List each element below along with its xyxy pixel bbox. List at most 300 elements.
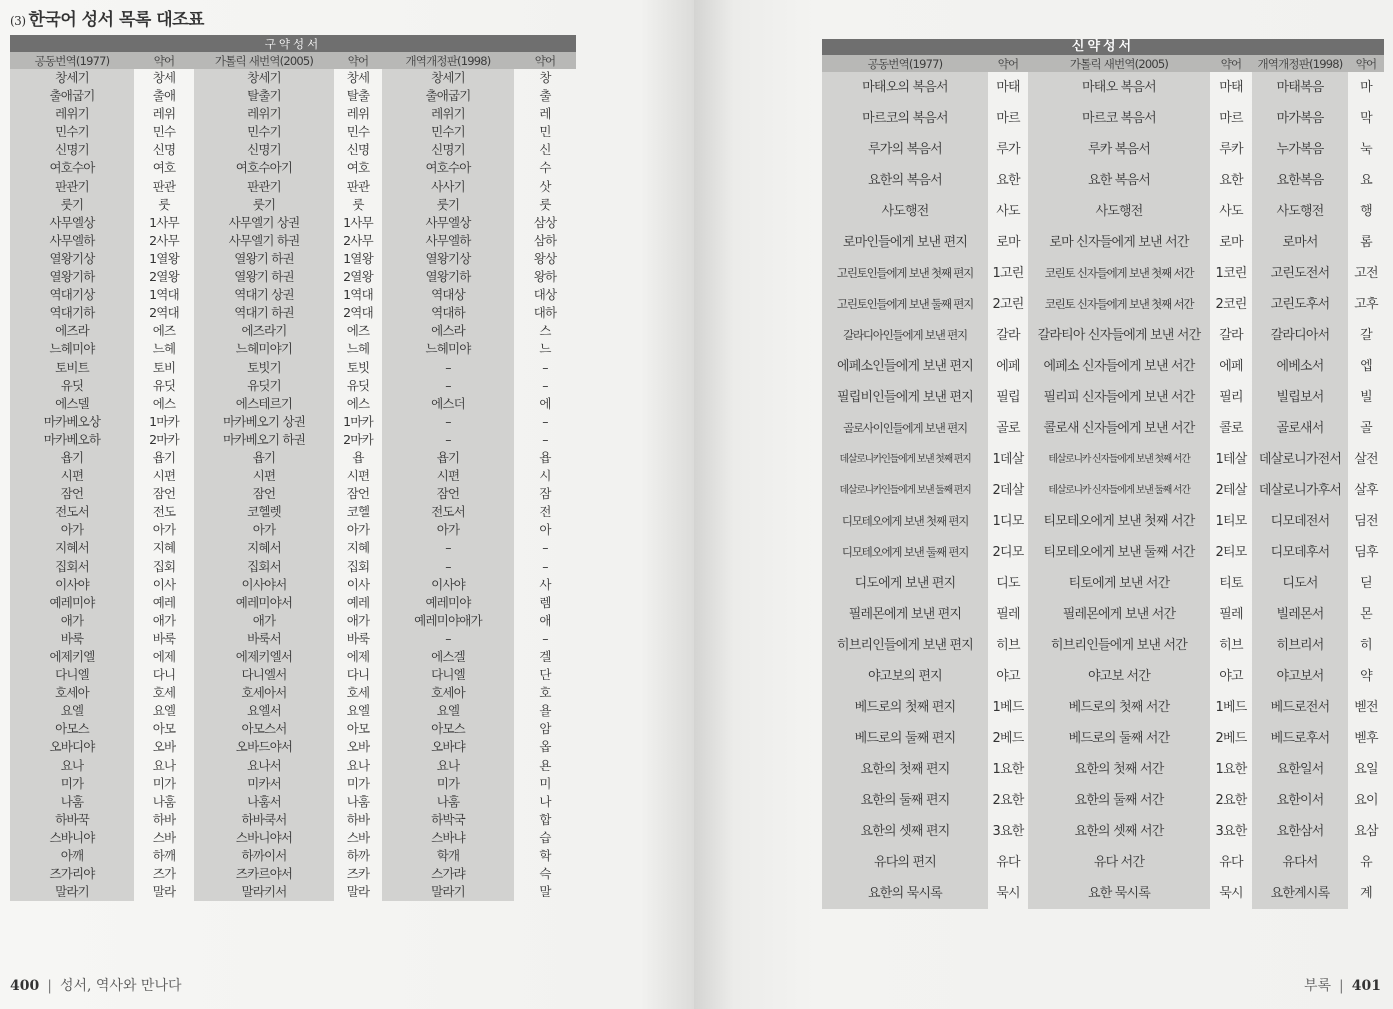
new-testament-row <box>822 475 1384 506</box>
old-testament-row <box>10 431 576 449</box>
book-name-cell: 애가 <box>194 612 334 630</box>
book-name-cell: 야고보서 <box>1252 661 1348 692</box>
book-name-cell: 누가복음 <box>1252 134 1348 165</box>
book-name-cell: 이사야 <box>382 576 514 594</box>
abbreviation-cell: 출 <box>539 88 551 104</box>
abbreviation-cell: 전도 <box>152 504 176 520</box>
old-testament-row <box>10 214 576 232</box>
book-name-cell: 로마 신자들에게 보낸 서간 <box>1028 227 1210 258</box>
new-testament-row <box>822 382 1384 413</box>
book-name-cell: 로마인들에게 보낸 편지 <box>822 227 988 258</box>
abbreviation-cell: 마르 <box>996 111 1020 126</box>
old-testament-row <box>10 883 576 901</box>
abbreviation-cell: 레 <box>539 106 551 122</box>
abbreviation-cell: – <box>542 359 548 375</box>
abbreviation-cell: 막 <box>1360 111 1372 126</box>
book-name-cell: 바룩 <box>10 630 134 648</box>
book-name-cell: 마카베오상 <box>10 413 134 431</box>
abbreviation-cell: 판관 <box>152 178 176 194</box>
abbreviation-cell: 1테살 <box>1215 452 1247 467</box>
old-testament-row <box>10 594 576 612</box>
old-testament-row <box>10 377 576 395</box>
book-name-cell: 스가랴 <box>382 865 514 883</box>
old-testament-row <box>10 250 576 268</box>
old-testament-row <box>10 232 576 250</box>
old-testament-row <box>10 865 576 883</box>
book-name-cell: 미가 <box>10 775 134 793</box>
abbreviation-cell: 하깨 <box>152 848 176 864</box>
book-name-cell: 역대상 <box>382 286 514 304</box>
new-testament-row <box>822 723 1384 754</box>
abbreviation-cell: 야고 <box>996 669 1020 684</box>
book-name-cell: 요한의 묵시록 <box>822 878 988 909</box>
book-name-cell: 티모테오에게 보낸 둘째 서간 <box>1028 537 1210 568</box>
abbreviation-cell: 하바 <box>346 811 370 827</box>
abbreviation-cell: 토비 <box>152 359 176 375</box>
abbreviation-cell: 요나 <box>346 757 370 773</box>
new-testament-row <box>822 754 1384 785</box>
book-name-cell: 신명기 <box>382 141 514 159</box>
book-name-cell: 테살로니카 신자들에게 보낸 둘째 서간 <box>1028 475 1210 506</box>
abbreviation-cell: 행 <box>1360 204 1372 219</box>
abbreviation-cell: 2티모 <box>1215 545 1247 560</box>
book-name-cell: 열왕기 하권 <box>194 268 334 286</box>
book-name-cell: 말라기 <box>382 883 514 901</box>
column-header: 가톨릭 새번역(2005) <box>1028 55 1210 72</box>
book-name-cell: 고린토인들에게 보낸 둘째 편지 <box>822 289 988 320</box>
abbreviation-cell: 창세 <box>346 70 370 85</box>
abbreviation-cell: 로마 <box>996 235 1020 250</box>
old-testament-row <box>10 196 576 214</box>
abbreviation-cell: – <box>542 630 548 646</box>
abbreviation-cell: 1마카 <box>343 413 373 429</box>
abbreviation-cell: 2베드 <box>1215 731 1247 746</box>
abbreviation-cell: 에즈 <box>152 323 176 339</box>
old-testament-row <box>10 485 576 503</box>
old-testament-row <box>10 395 576 413</box>
book-name-cell: 사무엘기 상권 <box>194 214 334 232</box>
abbreviation-cell: 2데살 <box>992 483 1024 498</box>
abbreviation-cell: – <box>542 558 548 574</box>
abbreviation-cell: 느헤 <box>346 341 370 357</box>
abbreviation-cell: 사도 <box>1219 204 1243 219</box>
abbreviation-cell: 예레 <box>346 594 370 610</box>
abbreviation-cell: 유다 <box>1219 855 1243 870</box>
abbreviation-cell: 대상 <box>533 287 557 303</box>
book-name-cell: 다니엘 <box>382 666 514 684</box>
book-name-cell: 느헤미야 <box>10 340 134 358</box>
book-name-cell: 사무엘상 <box>10 214 134 232</box>
book-name-cell: 열왕기 하권 <box>194 250 334 268</box>
new-testament-row <box>822 103 1384 134</box>
book-name-cell: 히브리인들에게 보낸 편지 <box>822 630 988 661</box>
book-name-cell: 요엘 <box>10 702 134 720</box>
book-name-cell: 시편 <box>194 467 334 485</box>
book-name-cell: 요엘서 <box>194 702 334 720</box>
book-name-cell: 요한의 첫째 편지 <box>822 754 988 785</box>
abbreviation-cell: 오바 <box>152 739 176 755</box>
column-header: 약어 <box>134 52 194 69</box>
abbreviation-cell: 야고 <box>1219 669 1243 684</box>
abbreviation-cell: 여호 <box>152 160 176 176</box>
book-name-cell: – <box>382 413 514 431</box>
book-name-cell: 마태오의 복음서 <box>822 72 988 103</box>
abbreviation-cell: 살전 <box>1354 452 1378 467</box>
book-name-cell: 에제키엘서 <box>194 648 334 666</box>
abbreviation-cell: 1데살 <box>992 452 1024 467</box>
abbreviation-cell: 대하 <box>533 305 557 321</box>
book-name-cell: 코린토 신자들에게 보낸 첫째 서간 <box>1028 289 1210 320</box>
abbreviation-cell: 삿 <box>539 178 551 194</box>
old-testament-row <box>10 702 576 720</box>
abbreviation-cell: 유다 <box>996 855 1020 870</box>
abbreviation-cell: 아모 <box>152 721 176 737</box>
old-testament-row <box>10 340 576 358</box>
abbreviation-cell: 바룩 <box>152 630 176 646</box>
new-testament-row <box>822 351 1384 382</box>
book-name-cell: 집회서 <box>194 558 334 576</box>
abbreviation-cell: 골로 <box>996 421 1020 436</box>
book-name-cell: 마가복음 <box>1252 103 1348 134</box>
new-testament-row <box>822 692 1384 723</box>
abbreviation-cell: 수 <box>539 160 551 176</box>
abbreviation-cell: 아모 <box>346 721 370 737</box>
book-name-cell: 탈출기 <box>194 87 334 105</box>
book-name-cell: 판관기 <box>10 178 134 196</box>
book-name-cell: 오바디야 <box>10 738 134 756</box>
book-name-cell: 에베소서 <box>1252 351 1348 382</box>
book-name-cell: 디모데후서 <box>1252 537 1348 568</box>
abbreviation-cell: 말라 <box>346 884 370 900</box>
abbreviation-cell: 렘 <box>539 594 551 610</box>
old-testament-row <box>10 684 576 702</box>
book-name-cell: 역대기상 <box>10 286 134 304</box>
abbreviation-cell: 티토 <box>1219 576 1243 591</box>
abbreviation-cell: 갈 <box>1360 328 1372 343</box>
book-name-cell: 신명기 <box>10 141 134 159</box>
abbreviation-cell: 눅 <box>1360 142 1372 157</box>
book-name-cell: 레위기 <box>382 105 514 123</box>
abbreviation-cell: 신명 <box>346 142 370 158</box>
abbreviation-cell: 단 <box>539 667 551 683</box>
old-testament-row <box>10 829 576 847</box>
abbreviation-cell: 요일 <box>1354 762 1378 777</box>
abbreviation-cell: 호 <box>539 685 551 701</box>
book-name-cell: 룻기 <box>194 196 334 214</box>
book-name-cell: 요엘 <box>382 702 514 720</box>
book-name-cell: 갈라디아인들에게 보낸 편지 <box>822 320 988 351</box>
abbreviation-cell: 2열왕 <box>343 269 373 285</box>
old-testament-row <box>10 847 576 865</box>
book-name-cell: 하까이서 <box>194 847 334 865</box>
new-testament-row <box>822 165 1384 196</box>
old-testament-row <box>10 576 576 594</box>
book-name-cell: 에스라 <box>382 322 514 340</box>
book-name-cell: 야고보의 편지 <box>822 661 988 692</box>
new-testament-row <box>822 537 1384 568</box>
book-name-cell: 빌립보서 <box>1252 382 1348 413</box>
abbreviation-cell: 나훔 <box>152 793 176 809</box>
old-testament-row <box>10 738 576 756</box>
abbreviation-cell: 시편 <box>346 468 370 484</box>
abbreviation-cell: 벧전 <box>1354 700 1378 715</box>
old-testament-row <box>10 69 576 87</box>
abbreviation-cell: 애가 <box>346 612 370 628</box>
abbreviation-cell: – <box>542 431 548 447</box>
abbreviation-cell: 집회 <box>152 558 176 574</box>
book-name-cell: 마카베오기 상권 <box>194 413 334 431</box>
book-name-cell: 사도행전 <box>1028 196 1210 227</box>
book-name-cell: 전도서 <box>10 503 134 521</box>
abbreviation-cell: 호세 <box>152 685 176 701</box>
book-name-cell: 베드로의 첫째 서간 <box>1028 692 1210 723</box>
abbreviation-cell: 오바 <box>346 739 370 755</box>
book-name-cell: 요한의 셋째 편지 <box>822 816 988 847</box>
abbreviation-cell: 애 <box>539 612 551 628</box>
book-name-cell: 에제키엘 <box>10 648 134 666</box>
book-name-cell: 나훔서 <box>194 793 334 811</box>
new-testament-row <box>822 320 1384 351</box>
old-testament-row <box>10 630 576 648</box>
book-name-cell: 티토에게 보낸 서간 <box>1028 568 1210 599</box>
old-testament-row <box>10 449 576 467</box>
abbreviation-cell: 레위 <box>152 106 176 122</box>
abbreviation-cell: 히브 <box>996 638 1020 653</box>
abbreviation-cell: 1고린 <box>992 266 1024 281</box>
old-testament-row <box>10 413 576 431</box>
new-testament-row <box>822 878 1384 909</box>
book-name-cell: 요한삼서 <box>1252 816 1348 847</box>
abbreviation-cell: 로마 <box>1219 235 1243 250</box>
book-name-cell: 신명기 <box>194 141 334 159</box>
abbreviation-cell: 2열왕 <box>149 269 179 285</box>
abbreviation-cell: 에즈 <box>346 323 370 339</box>
abbreviation-cell: 욘 <box>539 757 551 773</box>
old-testament-row <box>10 666 576 684</box>
book-name-cell: – <box>382 359 514 377</box>
abbreviation-cell: 1티모 <box>1215 514 1247 529</box>
left-footer <box>10 975 182 995</box>
abbreviation-cell: 2고린 <box>992 297 1024 312</box>
book-name-cell: 출애굽기 <box>10 87 134 105</box>
book-name-cell: 에스델 <box>10 395 134 413</box>
book-name-cell: 민수기 <box>382 123 514 141</box>
book-name-cell: 토비트 <box>10 359 134 377</box>
book-name-cell: 루카 복음서 <box>1028 134 1210 165</box>
book-name-cell: 요한의 셋째 서간 <box>1028 816 1210 847</box>
book-name-cell: 필레몬에게 보낸 서간 <box>1028 599 1210 630</box>
book-name-cell: 사사기 <box>382 178 514 196</box>
abbreviation-cell: 요삼 <box>1354 824 1378 839</box>
book-name-cell: 디도에게 보낸 편지 <box>822 568 988 599</box>
abbreviation-cell: 룻 <box>352 196 364 212</box>
book-name-cell: 열왕기하 <box>382 268 514 286</box>
old-testament-row <box>10 286 576 304</box>
book-name-cell: 욥기 <box>382 449 514 467</box>
column-header: 공동번역(1977) <box>10 52 134 69</box>
book-name-cell: 고린토인들에게 보낸 첫째 편지 <box>822 258 988 289</box>
book-name-cell: 토빗기 <box>194 359 334 377</box>
book-name-cell: 요한의 첫째 서간 <box>1028 754 1210 785</box>
abbreviation-cell: 토빗 <box>346 359 370 375</box>
abbreviation-cell: 민수 <box>152 124 176 140</box>
book-name-cell: 창세기 <box>382 69 514 87</box>
book-name-cell: 여호수아기 <box>194 159 334 177</box>
book-name-cell: 에스더 <box>382 395 514 413</box>
abbreviation-cell: 왕하 <box>533 269 557 285</box>
book-name-cell: 창세기 <box>10 69 134 87</box>
old-testament-row <box>10 159 576 177</box>
abbreviation-cell: 잠 <box>539 486 551 502</box>
abbreviation-cell: 1베드 <box>1215 700 1247 715</box>
abbreviation-cell: 2사무 <box>343 232 373 248</box>
abbreviation-cell: 암 <box>539 721 551 737</box>
book-name-cell: 갈라티아 신자들에게 보낸 서간 <box>1028 320 1210 351</box>
abbreviation-cell: 민 <box>539 124 551 140</box>
book-name-cell: 마카베오하 <box>10 431 134 449</box>
old-testament-band: 구약성서 <box>10 35 576 52</box>
new-testament-table <box>822 39 1384 909</box>
book-name-cell: 나훔 <box>382 793 514 811</box>
abbreviation-cell: 집회 <box>346 558 370 574</box>
footer-separator: | <box>1339 978 1344 994</box>
abbreviation-cell: 에페 <box>996 359 1020 374</box>
abbreviation-cell: 히브 <box>1219 638 1243 653</box>
book-name-cell: 오바드야서 <box>194 738 334 756</box>
abbreviation-cell: 욥기 <box>152 449 176 465</box>
abbreviation-cell: 에페 <box>1219 359 1243 374</box>
abbreviation-cell: 고후 <box>1354 297 1378 312</box>
abbreviation-cell: 2베드 <box>992 731 1024 746</box>
book-name-cell: 로마서 <box>1252 227 1348 258</box>
book-name-cell: 잠언 <box>382 485 514 503</box>
abbreviation-cell: 1역대 <box>343 287 373 303</box>
abbreviation-cell: 1열왕 <box>343 250 373 266</box>
book-name-cell: 아깨 <box>10 847 134 865</box>
book-name-cell: 요한이서 <box>1252 785 1348 816</box>
abbreviation-cell: 요 <box>1360 173 1372 188</box>
abbreviation-cell: 3요한 <box>992 824 1024 839</box>
book-name-cell: 데살로니카인들에게 보낸 첫째 편지 <box>822 444 988 475</box>
book-name-cell: 마르코의 복음서 <box>822 103 988 134</box>
abbreviation-cell: 약 <box>1360 669 1372 684</box>
abbreviation-cell: 유딧 <box>152 377 176 393</box>
abbreviation-cell: 습 <box>539 829 551 845</box>
book-name-cell: 아가 <box>10 521 134 539</box>
book-name-cell: 디모데전서 <box>1252 506 1348 537</box>
abbreviation-cell: 살후 <box>1354 483 1378 498</box>
abbreviation-cell: – <box>542 377 548 393</box>
book-name-cell: 하바꾹 <box>10 811 134 829</box>
abbreviation-cell: 갈라 <box>996 328 1020 343</box>
abbreviation-cell: 룻 <box>539 196 551 212</box>
book-name-cell: 레위기 <box>10 105 134 123</box>
abbreviation-cell: 딤전 <box>1354 514 1378 529</box>
book-name-cell: 아가 <box>194 521 334 539</box>
book-name-cell: 사무엘상 <box>382 214 514 232</box>
abbreviation-cell: 2역대 <box>343 305 373 321</box>
book-name-cell: 마카베오기 하권 <box>194 431 334 449</box>
abbreviation-cell: 마르 <box>1219 111 1243 126</box>
book-name-cell: 사도행전 <box>822 196 988 227</box>
book-name-cell: 아가 <box>382 521 514 539</box>
book-name-cell: 욥기 <box>194 449 334 467</box>
old-testament-row <box>10 539 576 557</box>
book-name-cell: 마태오 복음서 <box>1028 72 1210 103</box>
abbreviation-cell: 즈가 <box>152 866 176 882</box>
book-name-cell: 요한계시록 <box>1252 878 1348 909</box>
abbreviation-cell: 판관 <box>346 178 370 194</box>
abbreviation-cell: 나 <box>539 793 551 809</box>
book-name-cell: 예레미야애가 <box>382 612 514 630</box>
book-name-cell: 데살로니가전서 <box>1252 444 1348 475</box>
abbreviation-cell: 탈출 <box>346 88 370 104</box>
book-name-cell: 빌레몬서 <box>1252 599 1348 630</box>
book-name-cell: 시편 <box>10 467 134 485</box>
book-name-cell: – <box>382 539 514 557</box>
book-name-cell: 스바니야서 <box>194 829 334 847</box>
abbreviation-cell: 루가 <box>996 142 1020 157</box>
book-name-cell: 이사야서 <box>194 576 334 594</box>
abbreviation-cell: 롬 <box>1360 235 1372 250</box>
book-name-cell: 스바니야 <box>10 829 134 847</box>
book-name-cell: 요한일서 <box>1252 754 1348 785</box>
old-testament-row <box>10 178 576 196</box>
book-name-cell: 즈카르야서 <box>194 865 334 883</box>
book-name-cell: 예레미야서 <box>194 594 334 612</box>
new-testament-row <box>822 816 1384 847</box>
abbreviation-cell: 이사 <box>152 576 176 592</box>
abbreviation-cell: 에 <box>539 395 551 411</box>
book-name-cell: 요한의 둘째 서간 <box>1028 785 1210 816</box>
abbreviation-cell: 스바 <box>152 829 176 845</box>
abbreviation-cell: 묵시 <box>1219 886 1243 901</box>
book-name-cell: 열왕기상 <box>382 250 514 268</box>
abbreviation-cell: 1역대 <box>149 287 179 303</box>
abbreviation-cell: 1코린 <box>1215 266 1247 281</box>
abbreviation-cell: 2사무 <box>149 232 179 248</box>
book-name-cell: – <box>382 431 514 449</box>
abbreviation-cell: 2테살 <box>1215 483 1247 498</box>
old-testament-row <box>10 612 576 630</box>
abbreviation-cell: 신명 <box>152 142 176 158</box>
book-name-cell: 히브리인들에게 보낸 서간 <box>1028 630 1210 661</box>
abbreviation-cell: 2디모 <box>992 545 1024 560</box>
abbreviation-cell: 빌 <box>1360 390 1372 405</box>
abbreviation-cell: 겔 <box>539 649 551 664</box>
book-name-cell: 레위기 <box>194 105 334 123</box>
column-header: 약어 <box>334 52 382 69</box>
book-name-cell: 갈라디아서 <box>1252 320 1348 351</box>
book-name-cell: 말라기 <box>10 883 134 901</box>
abbreviation-cell: 왕상 <box>533 250 557 266</box>
book-name-cell: 열왕기하 <box>10 268 134 286</box>
book-name-cell: 호세아 <box>10 684 134 702</box>
book-name-cell: 에페소인들에게 보낸 편지 <box>822 351 988 382</box>
book-name-cell: 창세기 <box>194 69 334 87</box>
abbreviation-cell: – <box>542 540 548 556</box>
left-page <box>0 0 694 1009</box>
abbreviation-cell: 디도 <box>996 576 1020 591</box>
book-name-cell: – <box>382 630 514 648</box>
book-name-cell: 유다서 <box>1252 847 1348 878</box>
book-name-cell: 디모테오에게 보낸 둘째 편지 <box>822 537 988 568</box>
new-testament-band: 신약성서 <box>822 39 1384 55</box>
abbreviation-cell: 필립 <box>996 390 1020 405</box>
old-testament-row <box>10 467 576 485</box>
book-title: 성서, 역사와 만나다 <box>59 978 182 994</box>
old-testament-row <box>10 558 576 576</box>
